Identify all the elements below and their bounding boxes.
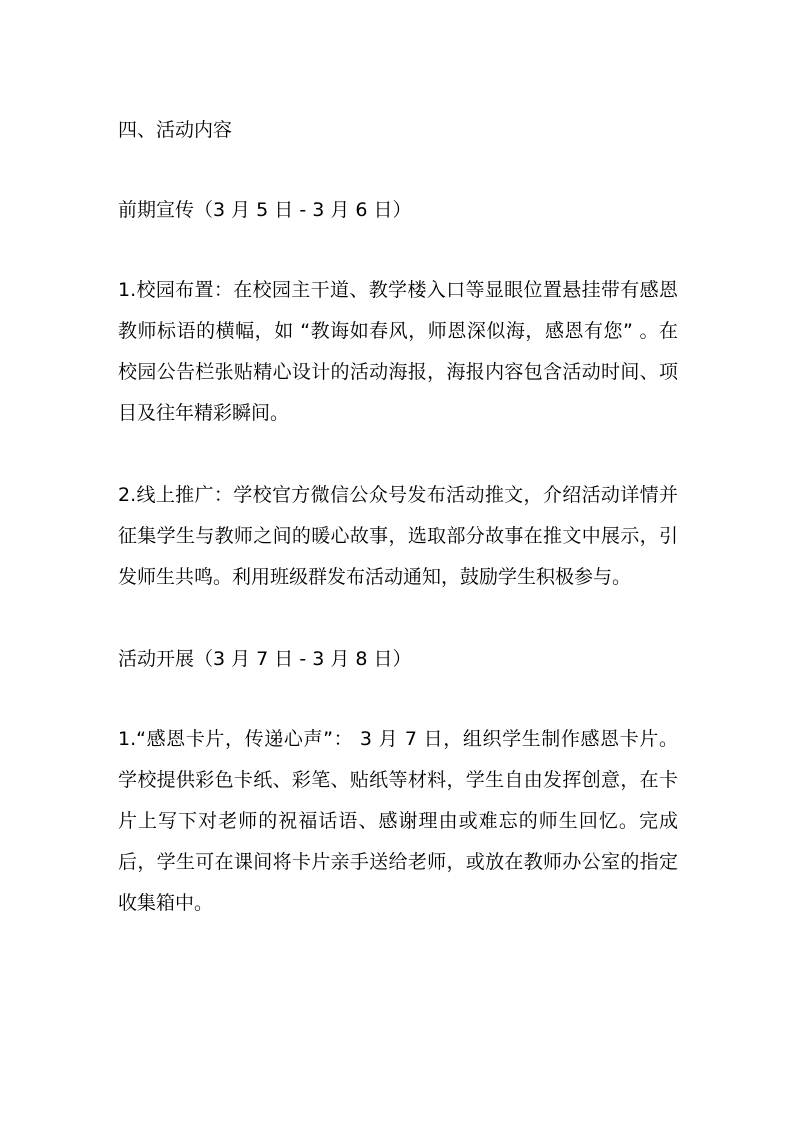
phase1-heading: 前期宣传（3 月 5 日 - 3 月 6 日） — [118, 199, 412, 221]
phase2-item-1: 1.“感恩卡片，传递心声”： 3 月 7 日，组织学生制作感恩卡片。学校提供彩色卡纸、彩笔、贴纸等材料，学生自由发挥创意，在卡片上写下对老师的祝福话语、感谢理由或难忘的师生回忆。完成后，学生可在课间将卡片亲手送给老师，或放在教师办公室的指定收集箱中。 — [118, 728, 678, 914]
phase1-item-1: 1.校园布置：在校园主干道、教学楼入口等显眼位置悬挂带有感恩教师标语的横幅，如 “教诲如春风，师恩深似海，感恩有您” 。在校园公告栏张贴精心设计的活动海报，海报内容包含活动时间、项目及往年精彩瞬间。 — [118, 279, 678, 424]
phase1-item-2: 2.线上推广：学校官方微信公众号发布活动推文，介绍活动详情并征集学生与教师之间的暖心故事，选取部分故事在推文中展示，引发师生共鸣。利用班级群发布活动通知，鼓励学生积极参与。 — [118, 484, 678, 588]
section-title: 四、活动内容 — [118, 119, 233, 141]
phase2-heading: 活动开展（3 月 7 日 - 3 月 8 日） — [118, 648, 412, 670]
document-body — [118, 110, 678, 965]
